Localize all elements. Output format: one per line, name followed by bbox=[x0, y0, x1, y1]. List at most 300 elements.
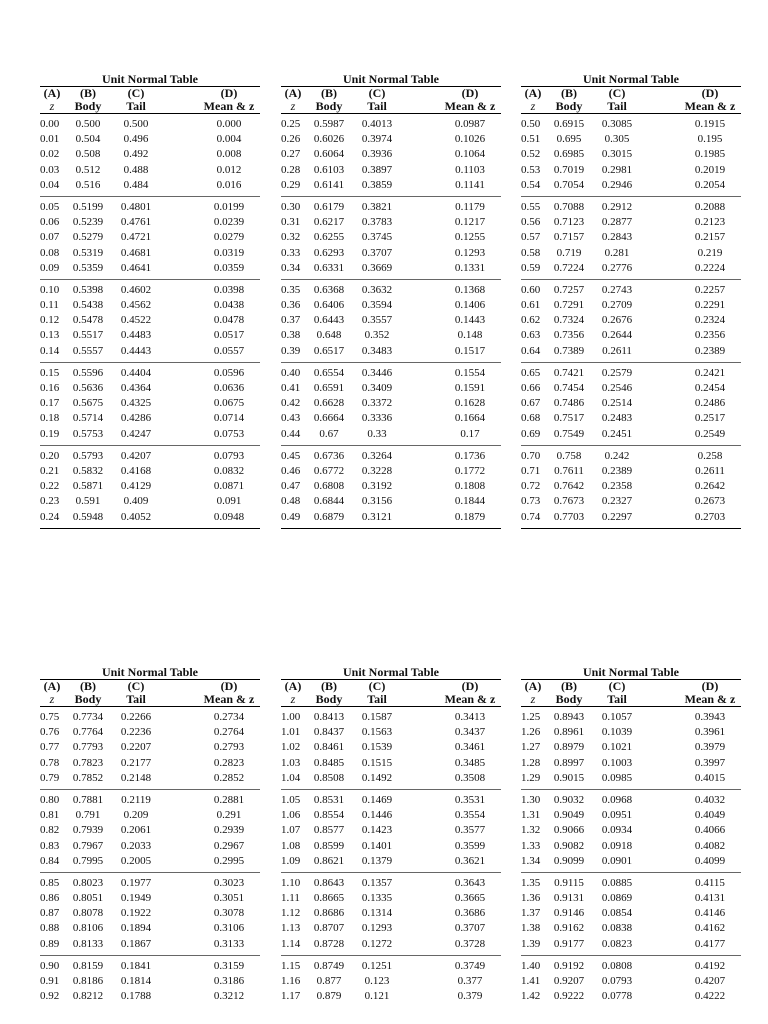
mean-z-value bbox=[641, 974, 741, 989]
table-row bbox=[40, 427, 260, 442]
body-value: 0.5557 bbox=[72, 344, 104, 357]
table-row bbox=[40, 147, 260, 162]
table-row bbox=[40, 328, 260, 343]
mean-z-value bbox=[401, 756, 501, 771]
mean-z-text: 0.0239 bbox=[213, 216, 245, 229]
header-col-b bbox=[64, 680, 112, 706]
header-col-c bbox=[593, 87, 641, 113]
header-label: Body bbox=[315, 99, 343, 113]
table-row bbox=[281, 200, 501, 215]
body-value: 0.8707 bbox=[313, 922, 345, 935]
mean-z-value bbox=[401, 808, 501, 823]
header-label: z bbox=[530, 692, 536, 706]
table-title: Unit Normal Table bbox=[40, 73, 260, 87]
body-value: 0.7967 bbox=[72, 839, 104, 852]
tail-value: 0.3336 bbox=[361, 412, 393, 425]
table-row bbox=[281, 921, 501, 936]
mean-z-text: 0.1808 bbox=[454, 480, 486, 493]
header-col-a bbox=[40, 680, 64, 706]
mean-z-text: 0.2454 bbox=[694, 382, 726, 394]
mean-z-value bbox=[160, 921, 260, 936]
mean-z-text: 0.1628 bbox=[454, 397, 486, 410]
body-value: 0.67 bbox=[319, 427, 339, 440]
tail-value: 0.1515 bbox=[361, 756, 393, 769]
body-value: 0.5438 bbox=[72, 299, 104, 312]
tail-value: 0.3557 bbox=[361, 314, 393, 327]
table-row bbox=[281, 906, 501, 921]
mean-z-value bbox=[160, 906, 260, 921]
mean-z-text: 0.1844 bbox=[454, 495, 486, 508]
mean-z-text: 0.1664 bbox=[454, 412, 486, 425]
mean-z-text: 0.3997 bbox=[694, 756, 726, 769]
z-value: 1.30 bbox=[521, 793, 541, 806]
table-row bbox=[521, 283, 741, 298]
header-col-d bbox=[401, 680, 501, 706]
tail-value: 0.2776 bbox=[601, 261, 633, 274]
z-value: 0.25 bbox=[281, 118, 301, 130]
tail-value: 0.3936 bbox=[361, 148, 393, 161]
mean-z-value bbox=[160, 344, 260, 359]
mean-z-text: 0.3728 bbox=[454, 937, 486, 950]
header-letter: (C) bbox=[127, 679, 145, 693]
tail-value: 0.1922 bbox=[120, 907, 152, 920]
table-row bbox=[40, 366, 260, 381]
body-value: 0.5714 bbox=[72, 412, 104, 425]
table-row bbox=[521, 366, 741, 381]
body-value: 0.8599 bbox=[313, 839, 345, 852]
z-value: 0.28 bbox=[281, 163, 301, 176]
tail-value: 0.496 bbox=[123, 133, 149, 146]
body-value: 0.6331 bbox=[313, 261, 345, 274]
tail-value: 0.2743 bbox=[601, 283, 633, 296]
body-value: 0.6985 bbox=[553, 148, 585, 161]
mean-z-text: 0.1331 bbox=[454, 261, 486, 274]
mean-z-value bbox=[641, 740, 741, 755]
body-value: 0.7157 bbox=[553, 231, 585, 244]
mean-z-text: 0.2486 bbox=[694, 397, 726, 410]
table-row bbox=[521, 464, 741, 479]
header-letter: (A) bbox=[524, 679, 542, 693]
mean-z-text: 0.2995 bbox=[213, 854, 245, 867]
mean-z-value bbox=[160, 427, 260, 442]
mean-z-text: 0.1879 bbox=[454, 510, 486, 523]
body-value: 0.7995 bbox=[72, 854, 104, 867]
tail-value: 0.500 bbox=[123, 118, 149, 130]
table-row bbox=[281, 479, 501, 494]
mean-z-value bbox=[641, 261, 741, 276]
table-row bbox=[40, 261, 260, 276]
header-label: Mean & z bbox=[684, 692, 736, 706]
body-value: 0.7611 bbox=[554, 464, 584, 477]
tail-value: 0.1003 bbox=[601, 756, 633, 769]
tail-value: 0.242 bbox=[604, 449, 630, 462]
body-value: 0.5199 bbox=[72, 200, 104, 213]
table-row bbox=[281, 427, 501, 442]
mean-z-text: 0.258 bbox=[697, 449, 723, 462]
z-value: 0.74 bbox=[521, 510, 541, 523]
table-row bbox=[281, 793, 501, 808]
mean-z-value bbox=[160, 283, 260, 298]
table-title: Unit Normal Table bbox=[281, 666, 501, 680]
z-value: 0.81 bbox=[40, 809, 60, 822]
body-value: 0.6368 bbox=[313, 283, 345, 296]
z-value: 0.33 bbox=[281, 246, 301, 259]
table-row bbox=[40, 163, 260, 178]
z-value: 0.90 bbox=[40, 959, 60, 972]
table-row bbox=[40, 215, 260, 230]
tail-value: 0.2514 bbox=[601, 397, 633, 410]
z-value: 0.15 bbox=[40, 366, 60, 379]
z-value: 0.37 bbox=[281, 314, 301, 327]
mean-z-text: 0.4177 bbox=[694, 937, 726, 950]
mean-z-text: 0.195 bbox=[697, 133, 723, 146]
z-value: 0.35 bbox=[281, 283, 301, 296]
table-row bbox=[40, 494, 260, 509]
table-row bbox=[40, 891, 260, 906]
row-group bbox=[40, 362, 260, 445]
tail-value: 0.0918 bbox=[601, 839, 633, 852]
tail-value: 0.2709 bbox=[601, 299, 633, 312]
body-value: 0.758 bbox=[556, 449, 582, 462]
tail-value: 0.3483 bbox=[361, 344, 393, 357]
body-value: 0.7088 bbox=[553, 200, 585, 213]
tail-value: 0.4801 bbox=[120, 200, 152, 213]
body-value: 0.7123 bbox=[553, 216, 585, 229]
header-col-b bbox=[545, 680, 593, 706]
tail-value: 0.2843 bbox=[601, 231, 633, 244]
body-value: 0.7356 bbox=[553, 329, 585, 342]
table-row bbox=[281, 283, 501, 298]
mean-z-value bbox=[160, 411, 260, 426]
body-value: 0.5239 bbox=[72, 216, 104, 229]
table-row bbox=[521, 756, 741, 771]
table-row bbox=[40, 959, 260, 974]
body-value: 0.6664 bbox=[313, 412, 345, 425]
z-value: 1.08 bbox=[281, 839, 301, 852]
tail-value: 0.2579 bbox=[601, 366, 633, 379]
mean-z-value bbox=[401, 740, 501, 755]
mean-z-text: 0.1443 bbox=[454, 314, 486, 327]
table-row bbox=[521, 710, 741, 725]
mean-z-value bbox=[401, 427, 501, 442]
mean-z-text: 0.3437 bbox=[454, 726, 486, 739]
header-col-c bbox=[353, 87, 401, 113]
mean-z-value bbox=[401, 921, 501, 936]
body-value: 0.6443 bbox=[313, 314, 345, 327]
mean-z-value bbox=[160, 740, 260, 755]
header-letter: (C) bbox=[368, 679, 386, 693]
header-label: z bbox=[49, 99, 55, 113]
header-col-a bbox=[521, 680, 545, 706]
tail-value: 0.4443 bbox=[120, 344, 152, 357]
tail-value: 0.121 bbox=[364, 990, 390, 1003]
tail-value: 0.209 bbox=[123, 809, 149, 822]
tail-value: 0.3085 bbox=[601, 118, 633, 130]
table-row bbox=[40, 839, 260, 854]
mean-z-text: 0.0753 bbox=[213, 427, 245, 440]
body-value: 0.6179 bbox=[313, 200, 345, 213]
table-row bbox=[521, 808, 741, 823]
header-letter: (B) bbox=[321, 86, 337, 100]
body-value: 0.9015 bbox=[553, 771, 585, 784]
table-row bbox=[281, 411, 501, 426]
mean-z-text: 0.3051 bbox=[213, 892, 245, 905]
body-value: 0.7486 bbox=[553, 397, 585, 410]
mean-z-value bbox=[641, 839, 741, 854]
mean-z-value bbox=[641, 793, 741, 808]
header-col-b bbox=[64, 87, 112, 113]
body-value: 0.6628 bbox=[313, 397, 345, 410]
mean-z-value bbox=[160, 756, 260, 771]
tail-value: 0.3821 bbox=[361, 200, 393, 213]
z-value: 0.11 bbox=[40, 299, 59, 312]
header-col-d bbox=[160, 87, 260, 113]
z-value: 0.19 bbox=[40, 427, 60, 440]
mean-z-text: 0.0517 bbox=[213, 329, 245, 342]
header-letter: (C) bbox=[608, 86, 626, 100]
row-group bbox=[40, 707, 260, 789]
tail-value: 0.4483 bbox=[120, 329, 152, 342]
mean-z-value bbox=[641, 876, 741, 891]
table-row bbox=[40, 132, 260, 147]
table-row bbox=[521, 793, 741, 808]
tail-value: 0.2912 bbox=[601, 200, 633, 213]
mean-z-text: 0.2088 bbox=[694, 200, 726, 213]
z-value: 0.59 bbox=[521, 261, 541, 274]
table-row bbox=[521, 313, 741, 328]
mean-z-text: 0.4207 bbox=[694, 975, 726, 987]
body-value: 0.7823 bbox=[72, 756, 104, 769]
tail-value: 0.1563 bbox=[361, 726, 393, 739]
body-value: 0.5478 bbox=[72, 314, 104, 327]
z-value: 0.39 bbox=[281, 344, 301, 357]
z-value: 0.58 bbox=[521, 246, 541, 259]
tail-value: 0.0838 bbox=[601, 922, 633, 935]
z-value: 0.40 bbox=[281, 366, 301, 379]
mean-z-text: 0.2157 bbox=[694, 231, 726, 244]
mean-z-text: 0.016 bbox=[216, 178, 242, 191]
mean-z-value bbox=[160, 510, 260, 525]
body-value: 0.5871 bbox=[72, 480, 104, 493]
z-value: 0.88 bbox=[40, 922, 60, 935]
tail-value: 0.3745 bbox=[361, 231, 393, 244]
table-row bbox=[40, 823, 260, 838]
z-value: 0.50 bbox=[521, 118, 541, 130]
row-group bbox=[281, 279, 501, 362]
unit-normal-table bbox=[40, 73, 260, 529]
mean-z-text: 0.4192 bbox=[694, 959, 726, 972]
tail-value: 0.2451 bbox=[601, 427, 633, 440]
mean-z-value bbox=[401, 313, 501, 328]
mean-z-value bbox=[160, 725, 260, 740]
tail-value: 0.3594 bbox=[361, 299, 393, 312]
table-row bbox=[281, 876, 501, 891]
mean-z-text: 0.2257 bbox=[694, 283, 726, 296]
body-value: 0.9162 bbox=[553, 922, 585, 935]
table-row bbox=[281, 808, 501, 823]
header-letter: (B) bbox=[80, 679, 96, 693]
z-value: 0.71 bbox=[521, 464, 541, 477]
table-row bbox=[281, 366, 501, 381]
z-value: 0.42 bbox=[281, 397, 301, 410]
tail-value: 0.0793 bbox=[601, 975, 633, 987]
mean-z-text: 0.3508 bbox=[454, 771, 486, 784]
table-row bbox=[521, 959, 741, 974]
z-value: 0.55 bbox=[521, 200, 541, 213]
table-row bbox=[281, 117, 501, 132]
table-row bbox=[281, 396, 501, 411]
z-value: 0.48 bbox=[281, 495, 301, 508]
body-value: 0.9099 bbox=[553, 854, 585, 867]
header-label: Tail bbox=[126, 692, 146, 706]
tail-value: 0.2611 bbox=[602, 344, 632, 357]
mean-z-text: 0.291 bbox=[216, 809, 242, 822]
z-value: 0.83 bbox=[40, 839, 60, 852]
mean-z-text: 0.2054 bbox=[694, 178, 726, 191]
mean-z-value bbox=[641, 117, 741, 132]
body-value: 0.7673 bbox=[553, 495, 585, 508]
tail-value: 0.281 bbox=[604, 246, 630, 259]
header-label: Mean & z bbox=[444, 99, 496, 113]
header-col-b bbox=[305, 680, 353, 706]
body-value: 0.6255 bbox=[313, 231, 345, 244]
z-value: 1.16 bbox=[281, 975, 301, 987]
mean-z-text: 0.4049 bbox=[694, 809, 726, 822]
mean-z-value bbox=[160, 479, 260, 494]
mean-z-value bbox=[641, 725, 741, 740]
mean-z-value bbox=[641, 344, 741, 359]
tail-value: 0.3192 bbox=[361, 480, 393, 493]
tail-value: 0.3228 bbox=[361, 464, 393, 477]
body-value: 0.6141 bbox=[313, 178, 345, 191]
table-row bbox=[281, 313, 501, 328]
z-value: 1.31 bbox=[521, 809, 541, 822]
mean-z-value bbox=[160, 261, 260, 276]
z-value: 0.45 bbox=[281, 449, 301, 462]
table-row bbox=[40, 725, 260, 740]
body-value: 0.7793 bbox=[72, 741, 104, 754]
mean-z-text: 0.1915 bbox=[694, 118, 726, 130]
mean-z-value bbox=[160, 246, 260, 261]
table-row bbox=[40, 974, 260, 989]
mean-z-text: 0.2764 bbox=[213, 726, 245, 739]
body-value: 0.8159 bbox=[72, 959, 104, 972]
mean-z-value bbox=[641, 298, 741, 313]
body-value: 0.7257 bbox=[553, 283, 585, 296]
z-value: 0.80 bbox=[40, 793, 60, 806]
table-row bbox=[281, 464, 501, 479]
table-row bbox=[40, 230, 260, 245]
body-value: 0.9146 bbox=[553, 907, 585, 920]
z-value: 0.86 bbox=[40, 892, 60, 905]
z-value: 0.03 bbox=[40, 163, 60, 176]
z-value: 1.10 bbox=[281, 876, 301, 889]
row-group bbox=[521, 789, 741, 872]
mean-z-value bbox=[641, 200, 741, 215]
unit-normal-table bbox=[281, 666, 501, 1007]
row-group bbox=[281, 196, 501, 279]
z-value: 0.30 bbox=[281, 200, 301, 213]
body-value: 0.8461 bbox=[313, 741, 345, 754]
mean-z-value bbox=[160, 132, 260, 147]
table-row bbox=[40, 381, 260, 396]
mean-z-text: 0.2389 bbox=[694, 344, 726, 357]
row-group bbox=[281, 789, 501, 872]
mean-z-value bbox=[160, 366, 260, 381]
mean-z-text: 0.0279 bbox=[213, 231, 245, 244]
mean-z-text: 0.1255 bbox=[454, 231, 486, 244]
mean-z-value bbox=[641, 808, 741, 823]
header-letter: (A) bbox=[284, 86, 302, 100]
mean-z-text: 0.1217 bbox=[454, 216, 486, 229]
z-value: 0.70 bbox=[521, 449, 541, 462]
mean-z-text: 0.2852 bbox=[213, 771, 245, 784]
tail-value: 0.1021 bbox=[601, 741, 633, 754]
mean-z-text: 0.3461 bbox=[454, 741, 486, 754]
mean-z-text: 0.2549 bbox=[694, 427, 726, 440]
mean-z-text: 0.3159 bbox=[213, 959, 245, 972]
body-value: 0.8485 bbox=[313, 756, 345, 769]
z-value: 0.06 bbox=[40, 216, 60, 229]
header-col-d bbox=[401, 87, 501, 113]
mean-z-value bbox=[641, 891, 741, 906]
mean-z-value bbox=[641, 313, 741, 328]
table-row bbox=[281, 974, 501, 989]
row-group bbox=[521, 196, 741, 279]
mean-z-value bbox=[401, 328, 501, 343]
z-value: 0.63 bbox=[521, 329, 541, 342]
header-col-a bbox=[281, 680, 305, 706]
tail-value: 0.1057 bbox=[601, 711, 633, 723]
row-group bbox=[521, 707, 741, 789]
body-value: 0.7703 bbox=[553, 510, 585, 523]
mean-z-value bbox=[160, 974, 260, 989]
z-value: 1.26 bbox=[521, 726, 541, 739]
table-row bbox=[521, 494, 741, 509]
header-letter: (D) bbox=[701, 86, 719, 100]
table-row bbox=[40, 854, 260, 869]
z-value: 0.38 bbox=[281, 329, 301, 342]
table-header bbox=[521, 87, 741, 114]
tail-value: 0.4013 bbox=[361, 118, 393, 130]
header-letter: (D) bbox=[461, 86, 479, 100]
body-value: 0.7549 bbox=[553, 427, 585, 440]
header-col-d bbox=[160, 680, 260, 706]
tail-value: 0.1977 bbox=[120, 876, 152, 889]
mean-z-value bbox=[641, 328, 741, 343]
z-value: 0.00 bbox=[40, 118, 60, 130]
body-value: 0.7389 bbox=[553, 344, 585, 357]
mean-z-value bbox=[160, 959, 260, 974]
table-row bbox=[40, 510, 260, 525]
table-header bbox=[281, 680, 501, 707]
z-value: 0.22 bbox=[40, 480, 60, 493]
mean-z-value bbox=[160, 298, 260, 313]
z-value: 0.26 bbox=[281, 133, 301, 146]
header-label: z bbox=[290, 99, 296, 113]
body-value: 0.9066 bbox=[553, 824, 585, 837]
mean-z-text: 0.3023 bbox=[213, 876, 245, 889]
body-value: 0.6554 bbox=[313, 366, 345, 379]
z-value: 1.29 bbox=[521, 771, 541, 784]
tail-value: 0.3974 bbox=[361, 133, 393, 146]
z-value: 1.28 bbox=[521, 756, 541, 769]
header-letter: (A) bbox=[43, 86, 61, 100]
table-row bbox=[40, 464, 260, 479]
table-row bbox=[40, 344, 260, 359]
body-value: 0.8508 bbox=[313, 771, 345, 784]
tail-value: 0.1335 bbox=[361, 892, 393, 905]
